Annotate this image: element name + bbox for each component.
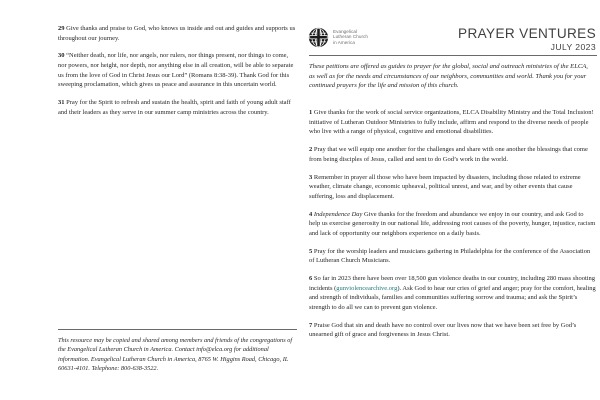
prayer-entry — [309, 173, 596, 202]
entry-text: Pray that we will equip one another for the challenges and share with one another the blessings that come from being disciples of Jesus, called and sent to do God’s work in the world. — [309, 146, 588, 163]
header-divider — [309, 55, 597, 56]
left-column-entries — [58, 24, 297, 117]
entry-text: Remember in prayer all those who have been impacted by disasters, including those related to extreme weather, climate change, economic upheaval, political unrest, and war, and by other events that cause suffering, loss and displacement. — [309, 173, 581, 200]
entry-text: Give thanks for the work of social service organizations, ELCA Disability Ministry and the Total Inclusion! initiative of Lutheran Outdoor Ministries to fully include, affirm and respond to the diverse needs of people who live with a range of physical, cognitive and emotional disabilities. — [309, 109, 594, 136]
prayer-entry — [58, 24, 297, 43]
prayer-entry — [309, 210, 596, 239]
entry-number: 4 — [309, 210, 313, 218]
org-name-line-2: Lutheran Church — [333, 34, 368, 40]
prayer-entry — [58, 51, 297, 89]
footer-legal-text: This resource may be copied and shared among members and friends of the congregations of the Evangelical Lutheran Church in America. Contact info@elca.org for additional information. Evangelical Lutheran Church in America, 8765 W. Higgins Road, Chicago, IL 60631-4101. Telephone: 800-638-3522. — [58, 337, 293, 372]
gun-violence-archive-link[interactable]: gunviolencearchive.org — [336, 284, 398, 292]
entry-number: 29 — [58, 25, 65, 32]
entry-number: 31 — [58, 99, 65, 107]
right-column-entries — [309, 108, 596, 340]
organization-name — [333, 27, 368, 45]
organization-logo-block — [308, 27, 368, 48]
prayer-entry — [309, 321, 596, 340]
introduction-paragraph: These petitions are offered as guides to prayer for the global, social and outreach ministries of the ELCA, as well as for the needs and circumstances of our neighbors, communities and world. Thank you for your continued prayers for the life and mission of this church. — [309, 63, 588, 90]
title-block — [458, 26, 596, 53]
entry-emphasis: Independence Day — [313, 210, 363, 218]
entry-text: Give thanks for the freedom and abundance we enjoy in our country, and ask God to help us exercise generosity in our national life, addressing root causes of the poverty, hunger, injustice, racism and lack of opportunity our neighbors experience on a daily basis. — [309, 210, 596, 237]
entry-number: 5 — [309, 247, 313, 255]
entry-number: 3 — [309, 173, 313, 181]
elca-cross-globe-logo-icon — [308, 27, 329, 48]
entry-number: 2 — [309, 146, 313, 154]
entry-text: Pray for the Spirit to refresh and sustain the health, spirit and faith of young adult staff and their leaders as they serve in our summer camp ministries across the country. — [58, 99, 291, 116]
entry-number: 1 — [309, 109, 313, 116]
prayer-entry — [309, 145, 596, 164]
org-name-line-3: in America — [333, 39, 355, 45]
entry-text: Praise God that sin and death have no control over our lives now that we have been set free by God’s unearned gift of grace and forgiveness in Jesus Christ. — [309, 321, 577, 339]
entry-number: 6 — [309, 275, 313, 283]
prayer-entry — [309, 108, 596, 137]
entry-text: “Neither death, nor life, nor angels, nor rulers, nor things present, nor things to come, nor powers, nor height, nor depth, nor anything else in all creation, will be able to separate us from the love of God in Christ Jesus our Lord” (Romans 8:38-39). Thank God for this sweeping proclamation, which gives us peace and assurance in this uncertain world. — [58, 52, 294, 89]
entry-text-before-link: So far in 2023 there have been over 18,500 gun violence deaths in our country, including 280 mass shooting incidents ( — [309, 275, 596, 292]
prayer-entry — [309, 274, 596, 312]
entry-text: Give thanks and praise to God, who knows us inside and out and guides and supports us throughout our journey. — [58, 25, 296, 42]
entry-text-after-link: ). Ask God to hear our cries of grief and anger; pray for the comfort, healing and strength of individuals, families and communities suffering sorrow and trauma; and ask the Spirit’s strength to do all we can to prevent gun violence. — [309, 284, 596, 311]
right-column — [308, 0, 598, 400]
page-title: PRAYER VENTURES — [458, 26, 596, 41]
left-column — [58, 0, 298, 400]
entry-number: 30 — [58, 52, 65, 60]
footer-divider — [58, 329, 297, 330]
prayer-entry — [309, 247, 596, 266]
entry-text: Pray for the worship leaders and musicians gathering in Philadelphia for the conference of the Association of Lutheran Church Musicians. — [309, 247, 591, 265]
document-header — [308, 26, 598, 56]
issue-date: JULY 2023 — [550, 42, 596, 52]
prayer-entry — [58, 98, 297, 117]
entry-number: 7 — [309, 321, 313, 329]
org-name-line-1: Evangelical — [333, 28, 358, 34]
